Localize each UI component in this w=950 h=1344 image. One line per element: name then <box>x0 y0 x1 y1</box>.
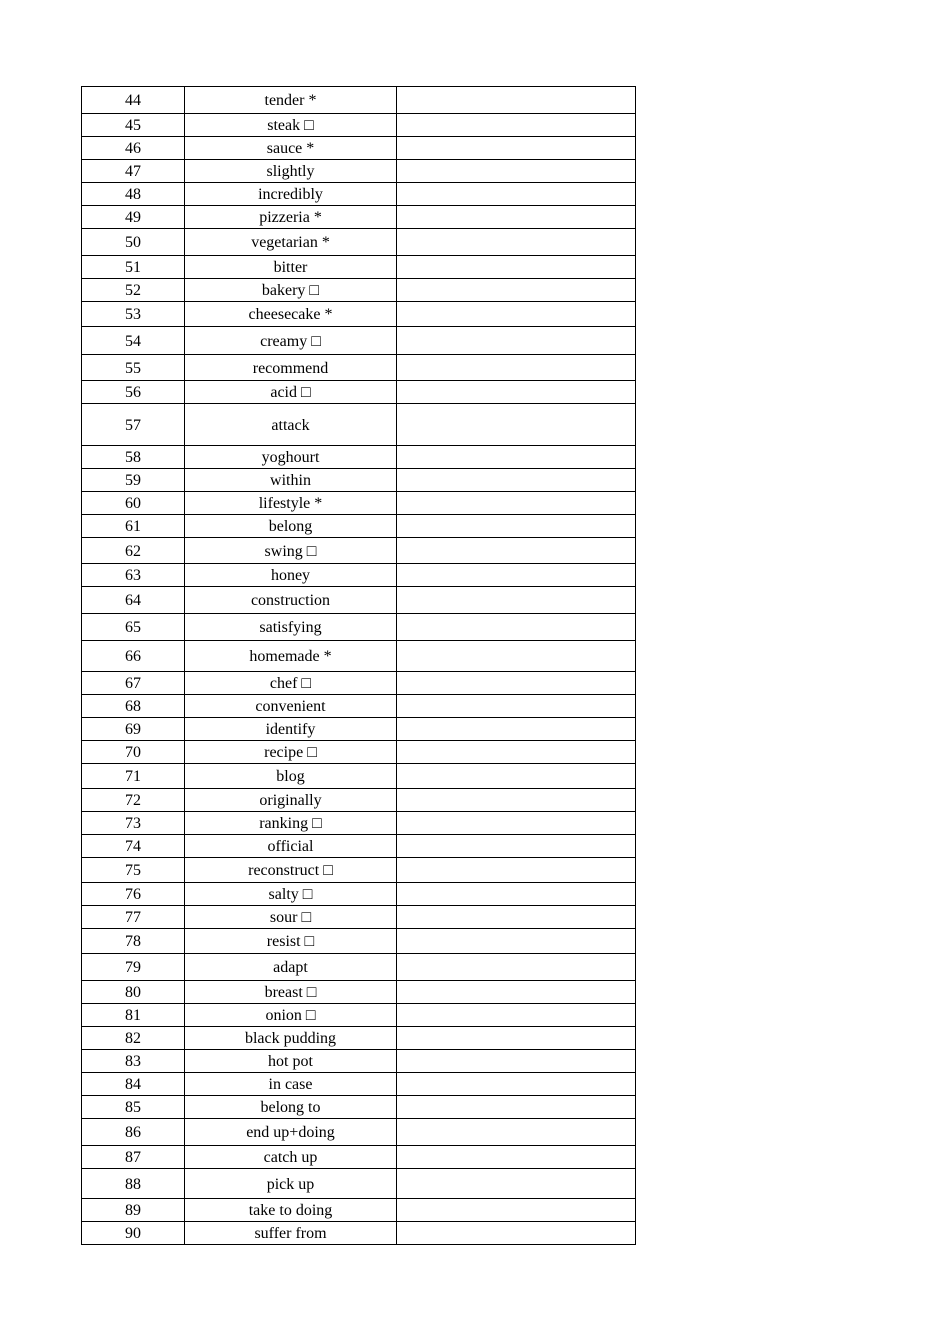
vocabulary-word-cell <box>185 614 397 641</box>
vocabulary-word: attack <box>271 416 310 434</box>
table-row <box>82 229 636 256</box>
answer-blank-cell <box>397 587 636 614</box>
vocabulary-word-cell <box>185 229 397 256</box>
answer-blank-cell <box>397 279 636 302</box>
row-number: 67 <box>125 675 141 692</box>
vocabulary-word: bakery □ <box>261 282 320 299</box>
table-row <box>82 160 636 183</box>
row-number: 53 <box>125 306 141 323</box>
row-number-cell <box>82 492 185 515</box>
answer-blank-cell <box>397 741 636 764</box>
vocabulary-word: cheesecake * <box>248 306 333 323</box>
answer-blank-cell <box>397 858 636 883</box>
vocabulary-word-cell <box>185 641 397 672</box>
row-number: 54 <box>125 332 141 350</box>
vocabulary-word-cell <box>185 1004 397 1027</box>
table-row <box>82 327 636 355</box>
row-number: 88 <box>125 1175 141 1193</box>
vocabulary-word-cell <box>185 789 397 812</box>
answer-blank-cell <box>397 302 636 327</box>
vocabulary-word-cell <box>185 87 397 114</box>
answer-blank-cell <box>397 789 636 812</box>
vocabulary-word-cell <box>185 954 397 981</box>
table-row <box>82 1119 636 1146</box>
row-number: 77 <box>125 909 141 926</box>
row-number: 70 <box>125 744 141 761</box>
answer-blank-cell <box>397 812 636 835</box>
row-number: 52 <box>125 282 141 299</box>
vocabulary-word: lifestyle * <box>258 495 323 512</box>
row-number-cell <box>82 1146 185 1169</box>
row-number-cell <box>82 87 185 114</box>
answer-blank-cell <box>397 1073 636 1096</box>
answer-blank-cell <box>397 256 636 279</box>
vocabulary-word: swing □ <box>264 542 317 560</box>
vocabulary-word: sour □ <box>269 909 312 926</box>
vocabulary-word: satisfying <box>259 619 322 636</box>
vocabulary-word-cell <box>185 206 397 229</box>
answer-blank-cell <box>397 1027 636 1050</box>
vocabulary-word-cell <box>185 381 397 404</box>
vocabulary-word: recommend <box>252 359 329 377</box>
vocabulary-word: convenient <box>255 698 326 715</box>
answer-blank-cell <box>397 564 636 587</box>
vocabulary-word-cell <box>185 929 397 954</box>
row-number: 79 <box>125 959 141 976</box>
answer-blank-cell <box>397 929 636 954</box>
answer-blank-cell <box>397 1004 636 1027</box>
answer-blank-cell <box>397 355 636 381</box>
answer-blank-cell <box>397 87 636 114</box>
row-number-cell <box>82 614 185 641</box>
vocabulary-word-cell <box>185 160 397 183</box>
vocabulary-word: steak □ <box>267 117 314 134</box>
answer-blank-cell <box>397 327 636 355</box>
answer-blank-cell <box>397 160 636 183</box>
row-number-cell <box>82 718 185 741</box>
row-number-cell <box>82 764 185 789</box>
table-row <box>82 954 636 981</box>
table-row <box>82 404 636 446</box>
vocabulary-word-cell <box>185 1027 397 1050</box>
vocabulary-word-cell <box>185 302 397 327</box>
answer-blank-cell <box>397 446 636 469</box>
table-row <box>82 718 636 741</box>
vocabulary-word: salty □ <box>268 886 313 903</box>
vocabulary-word-cell <box>185 492 397 515</box>
vocabulary-word: reconstruct □ <box>248 862 333 879</box>
row-number: 51 <box>125 259 141 276</box>
row-number-cell <box>82 1096 185 1119</box>
vocabulary-word-cell <box>185 981 397 1004</box>
row-number: 61 <box>125 518 141 535</box>
row-number-cell <box>82 1222 185 1245</box>
row-number-cell <box>82 515 185 538</box>
table-row <box>82 515 636 538</box>
row-number-cell <box>82 302 185 327</box>
vocabulary-word-cell <box>185 404 397 446</box>
row-number: 45 <box>125 117 141 134</box>
row-number-cell <box>82 1169 185 1199</box>
vocabulary-word: sauce * <box>266 140 315 157</box>
table-row <box>82 355 636 381</box>
row-number-cell <box>82 1073 185 1096</box>
table-row <box>82 183 636 206</box>
row-number-cell <box>82 206 185 229</box>
answer-blank-cell <box>397 381 636 404</box>
vocabulary-word-cell <box>185 741 397 764</box>
vocabulary-word-cell <box>185 137 397 160</box>
table-row <box>82 641 636 672</box>
row-number-cell <box>82 564 185 587</box>
vocabulary-word: in case <box>268 1076 313 1093</box>
row-number: 76 <box>125 886 141 903</box>
table-row <box>82 1096 636 1119</box>
answer-blank-cell <box>397 1146 636 1169</box>
row-number: 73 <box>125 815 141 832</box>
row-number: 57 <box>125 416 141 434</box>
table-row <box>82 469 636 492</box>
answer-blank-cell <box>397 404 636 446</box>
answer-blank-cell <box>397 1050 636 1073</box>
answer-blank-cell <box>397 764 636 789</box>
vocabulary-word: chef □ <box>269 675 312 692</box>
vocabulary-word-cell <box>185 587 397 614</box>
table-row <box>82 446 636 469</box>
vocabulary-word-cell <box>185 1222 397 1245</box>
vocabulary-word: onion □ <box>265 1007 316 1024</box>
row-number: 58 <box>125 449 141 466</box>
row-number: 75 <box>125 862 141 879</box>
table-row <box>82 764 636 789</box>
table-row <box>82 672 636 695</box>
row-number: 84 <box>125 1076 141 1093</box>
row-number-cell <box>82 981 185 1004</box>
vocabulary-word: take to doing <box>248 1202 333 1219</box>
answer-blank-cell <box>397 695 636 718</box>
vocabulary-word-cell <box>185 695 397 718</box>
row-number-cell <box>82 695 185 718</box>
row-number: 72 <box>125 792 141 809</box>
row-number-cell <box>82 1027 185 1050</box>
row-number: 49 <box>125 209 141 226</box>
vocabulary-word: identify <box>265 721 316 738</box>
answer-blank-cell <box>397 229 636 256</box>
table-row <box>82 1169 636 1199</box>
row-number: 48 <box>125 186 141 203</box>
row-number: 78 <box>125 933 141 950</box>
vocabulary-word-cell <box>185 469 397 492</box>
row-number-cell <box>82 641 185 672</box>
vocabulary-word: end up+doing <box>246 1124 335 1141</box>
vocabulary-word-cell <box>185 183 397 206</box>
row-number: 80 <box>125 984 141 1001</box>
row-number-cell <box>82 1199 185 1222</box>
answer-blank-cell <box>397 835 636 858</box>
vocabulary-table-body <box>82 87 636 1245</box>
row-number: 59 <box>125 472 141 489</box>
row-number-cell <box>82 812 185 835</box>
vocabulary-word-cell <box>185 1119 397 1146</box>
vocabulary-word: slightly <box>266 163 315 180</box>
vocabulary-table <box>81 86 636 1245</box>
table-row <box>82 789 636 812</box>
table-row <box>82 1146 636 1169</box>
answer-blank-cell <box>397 137 636 160</box>
vocabulary-word: originally <box>259 792 322 809</box>
vocabulary-word: hot pot <box>268 1053 313 1070</box>
row-number: 56 <box>125 384 141 401</box>
vocabulary-word: within <box>270 472 311 489</box>
vocabulary-word-cell <box>185 564 397 587</box>
vocabulary-word: breast □ <box>264 984 317 1001</box>
answer-blank-cell <box>397 954 636 981</box>
vocabulary-word: bitter <box>273 259 308 276</box>
table-row <box>82 812 636 835</box>
vocabulary-word: adapt <box>273 959 308 976</box>
row-number: 82 <box>125 1030 141 1047</box>
table-row <box>82 858 636 883</box>
answer-blank-cell <box>397 672 636 695</box>
vocabulary-word: ranking □ <box>259 815 322 832</box>
row-number-cell <box>82 355 185 381</box>
table-row <box>82 741 636 764</box>
vocabulary-word: acid □ <box>270 384 311 401</box>
vocabulary-word: official <box>267 838 314 855</box>
vocabulary-word-cell <box>185 764 397 789</box>
row-number-cell <box>82 883 185 906</box>
answer-blank-cell <box>397 114 636 137</box>
row-number: 64 <box>125 592 141 609</box>
row-number-cell <box>82 587 185 614</box>
table-row <box>82 587 636 614</box>
table-row <box>82 1050 636 1073</box>
vocabulary-word: construction <box>250 592 331 609</box>
row-number-cell <box>82 672 185 695</box>
answer-blank-cell <box>397 206 636 229</box>
answer-blank-cell <box>397 492 636 515</box>
answer-blank-cell <box>397 981 636 1004</box>
table-row <box>82 1222 636 1245</box>
vocabulary-word: resist □ <box>266 933 315 950</box>
vocabulary-word: belong to <box>260 1099 321 1116</box>
vocabulary-word: homemade * <box>249 648 332 665</box>
row-number: 44 <box>125 92 141 109</box>
table-row <box>82 538 636 564</box>
vocabulary-word-cell <box>185 812 397 835</box>
row-number-cell <box>82 114 185 137</box>
answer-blank-cell <box>397 1222 636 1245</box>
row-number: 55 <box>125 359 141 377</box>
table-row <box>82 302 636 327</box>
vocabulary-word-cell <box>185 515 397 538</box>
row-number: 60 <box>125 495 141 512</box>
row-number: 90 <box>125 1225 141 1242</box>
table-row <box>82 695 636 718</box>
row-number-cell <box>82 279 185 302</box>
vocabulary-word: incredibly <box>258 186 323 203</box>
row-number-cell <box>82 538 185 564</box>
row-number-cell <box>82 1119 185 1146</box>
row-number-cell <box>82 835 185 858</box>
table-row <box>82 883 636 906</box>
vocabulary-word: suffer from <box>254 1225 327 1242</box>
row-number-cell <box>82 160 185 183</box>
table-row <box>82 87 636 114</box>
row-number: 46 <box>125 140 141 157</box>
row-number-cell <box>82 1050 185 1073</box>
vocabulary-word-cell <box>185 1096 397 1119</box>
vocabulary-word-cell <box>185 538 397 564</box>
answer-blank-cell <box>397 183 636 206</box>
vocabulary-word-cell <box>185 1073 397 1096</box>
vocabulary-word-cell <box>185 1146 397 1169</box>
vocabulary-word: pizzeria * <box>259 209 322 226</box>
table-row <box>82 114 636 137</box>
vocabulary-word: pick up <box>266 1175 315 1193</box>
row-number: 47 <box>125 163 141 180</box>
answer-blank-cell <box>397 469 636 492</box>
answer-blank-cell <box>397 1119 636 1146</box>
answer-blank-cell <box>397 1199 636 1222</box>
vocabulary-word-cell <box>185 835 397 858</box>
row-number: 85 <box>125 1099 141 1116</box>
row-number-cell <box>82 229 185 256</box>
row-number-cell <box>82 954 185 981</box>
row-number: 74 <box>125 838 141 855</box>
row-number-cell <box>82 137 185 160</box>
answer-blank-cell <box>397 1169 636 1199</box>
row-number: 71 <box>125 768 141 785</box>
vocabulary-word-cell <box>185 446 397 469</box>
row-number: 87 <box>125 1149 141 1166</box>
vocabulary-word: blog <box>276 768 305 785</box>
answer-blank-cell <box>397 906 636 929</box>
row-number-cell <box>82 906 185 929</box>
vocabulary-word-cell <box>185 114 397 137</box>
table-row <box>82 137 636 160</box>
table-row <box>82 256 636 279</box>
row-number-cell <box>82 858 185 883</box>
vocabulary-word-cell <box>185 858 397 883</box>
table-row <box>82 1073 636 1096</box>
vocabulary-word: honey <box>270 567 311 584</box>
row-number-cell <box>82 789 185 812</box>
vocabulary-word: creamy □ <box>260 332 321 350</box>
row-number-cell <box>82 183 185 206</box>
answer-blank-cell <box>397 538 636 564</box>
vocabulary-word-cell <box>185 672 397 695</box>
row-number-cell <box>82 1004 185 1027</box>
table-row <box>82 981 636 1004</box>
answer-blank-cell <box>397 883 636 906</box>
vocabulary-word-cell <box>185 256 397 279</box>
table-row <box>82 1199 636 1222</box>
table-row <box>82 564 636 587</box>
row-number: 86 <box>125 1124 141 1141</box>
table-row <box>82 1027 636 1050</box>
row-number-cell <box>82 327 185 355</box>
row-number: 69 <box>125 721 141 738</box>
row-number: 62 <box>125 542 141 560</box>
answer-blank-cell <box>397 641 636 672</box>
row-number-cell <box>82 446 185 469</box>
row-number-cell <box>82 929 185 954</box>
vocabulary-word: catch up <box>263 1149 318 1166</box>
vocabulary-word: yoghourt <box>261 449 320 466</box>
vocabulary-word-cell <box>185 1199 397 1222</box>
vocabulary-word-cell <box>185 1169 397 1199</box>
table-row <box>82 1004 636 1027</box>
vocabulary-word: belong <box>268 518 313 535</box>
row-number: 50 <box>125 234 141 251</box>
vocabulary-word-cell <box>185 327 397 355</box>
row-number: 83 <box>125 1053 141 1070</box>
row-number-cell <box>82 381 185 404</box>
row-number-cell <box>82 404 185 446</box>
row-number: 81 <box>125 1007 141 1024</box>
vocabulary-word-cell <box>185 355 397 381</box>
vocabulary-word: tender * <box>264 92 317 109</box>
table-row <box>82 906 636 929</box>
row-number: 66 <box>125 648 141 665</box>
table-row <box>82 835 636 858</box>
answer-blank-cell <box>397 614 636 641</box>
table-row <box>82 381 636 404</box>
vocabulary-word-cell <box>185 1050 397 1073</box>
row-number-cell <box>82 256 185 279</box>
vocabulary-word: recipe □ <box>264 744 317 761</box>
table-row <box>82 492 636 515</box>
row-number: 89 <box>125 1202 141 1219</box>
vocabulary-word-cell <box>185 718 397 741</box>
answer-blank-cell <box>397 1096 636 1119</box>
row-number-cell <box>82 741 185 764</box>
table-row <box>82 614 636 641</box>
table-row <box>82 206 636 229</box>
table-row <box>82 279 636 302</box>
vocabulary-word-cell <box>185 906 397 929</box>
vocabulary-word-cell <box>185 279 397 302</box>
answer-blank-cell <box>397 718 636 741</box>
row-number: 63 <box>125 567 141 584</box>
vocabulary-word-cell <box>185 883 397 906</box>
table-row <box>82 929 636 954</box>
row-number: 65 <box>125 619 141 636</box>
vocabulary-word: black pudding <box>244 1030 337 1047</box>
row-number: 68 <box>125 698 141 715</box>
vocabulary-word: vegetarian * <box>251 234 330 251</box>
row-number-cell <box>82 469 185 492</box>
answer-blank-cell <box>397 515 636 538</box>
